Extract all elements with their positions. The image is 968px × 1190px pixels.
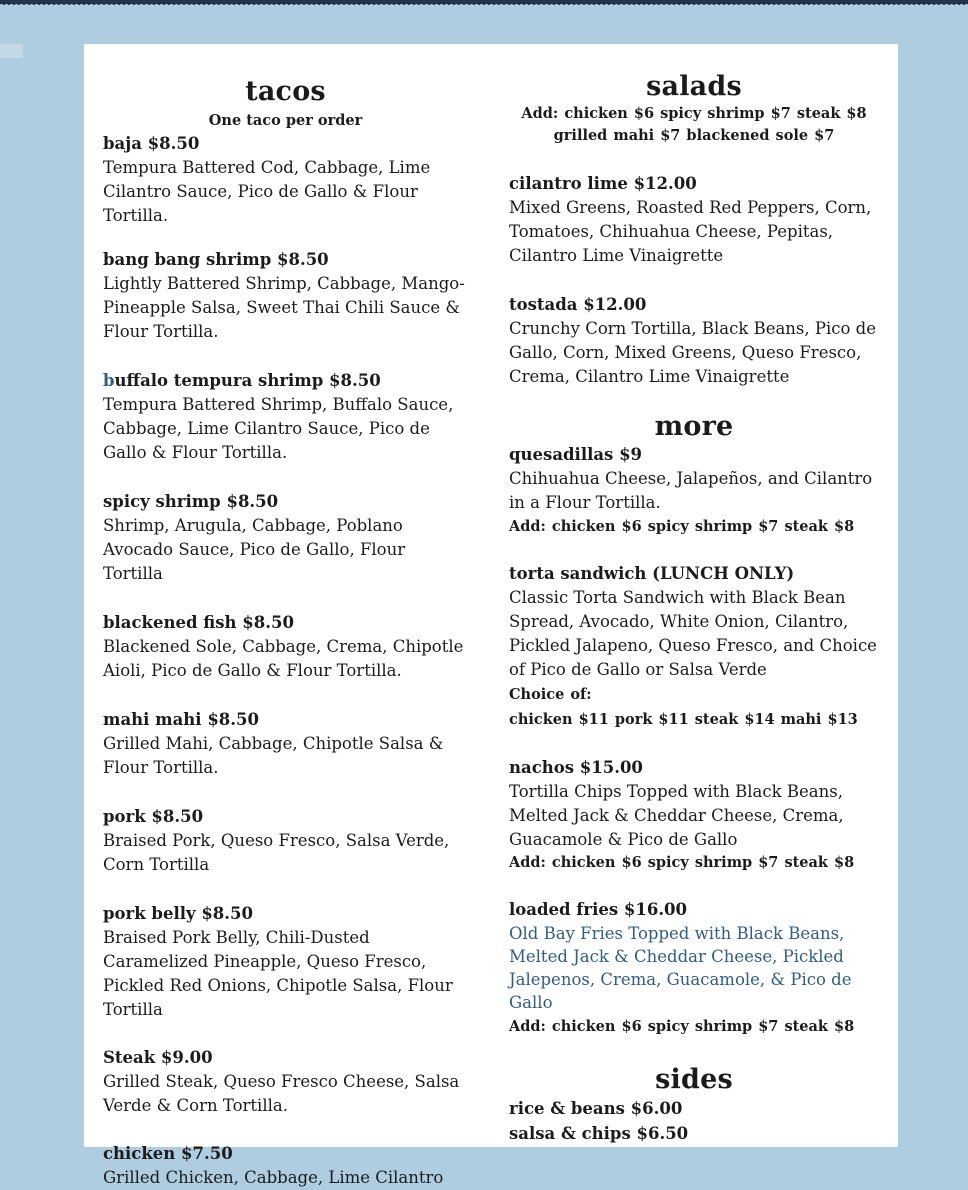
item-name: pork belly $8.50 [103,904,253,923]
item-choice-label: Choice of: [509,686,592,703]
item-choices: chicken $11 pork $11 steak $14 mahi $13 [509,711,858,728]
side-item: salsa & chips $6.50 [509,1124,689,1143]
item-name: loaded fries $16.00 [509,900,688,919]
item-description: Braised Pork, Queso Fresco, Salsa Verde, Corn Tortilla [103,831,450,874]
item-description: Chihuahua Cheese, Jalapeños, and Cilantro in a Flour Tortilla. [509,469,873,512]
item-description: Old Bay Fries Topped with Black Beans, Melted Jack & Cheddar Cheese, Pickled Jalepenos, Crema, Guacamole, & Pico de Gallo [509,924,852,1012]
salads-addon-line-2: grilled mahi $7 blackened sole $7 [553,127,835,144]
item-name: spicy shrimp $8.50 [103,492,279,511]
item-description: Grilled Chicken, Cabbage, Lime Cilantro [103,1168,444,1187]
right-column [509,44,879,1146]
item-addons: Add: chicken $6 spicy shrimp $7 steak $8 [509,854,855,871]
menu-item-steak [103,1046,468,1118]
salads-heading: salads [646,71,742,102]
item-name-initial: b [103,371,115,390]
item-description: Crunchy Corn Tortilla, Black Beans, Pico de Gallo, Corn, Mixed Greens, Queso Fresco, Crema, Cilantro Lime Vinaigrette [509,319,877,386]
item-name: pork $8.50 [103,807,204,826]
item-name-rest: uffalo tempura shrimp $8.50 [114,371,381,390]
item-addons: Add: chicken $6 spicy shrimp $7 steak $8 [509,1018,855,1035]
item-description: Shrimp, Arugula, Cabbage, Poblano Avocado Sauce, Pico de Gallo, Flour Tortilla [103,516,406,583]
item-description: Tempura Battered Shrimp, Buffalo Sauce, Cabbage, Lime Cilantro Sauce, Pico de Gallo & Flour Tortilla. [103,395,454,462]
menu-page [84,44,898,1187]
tacos-subtitle: One taco per order [208,112,363,129]
tacos-heading: tacos [245,76,326,107]
menu-item-loaded-fries [509,898,879,1038]
item-name: blackened fish $8.50 [103,613,294,632]
menu-item-chicken [103,1142,468,1190]
item-description: Classic Torta Sandwich with Black Bean Spread, Avocado, White Onion, Cilantro, Pickled Jalapeno, Queso Fresco, and Choice of Pico de Gallo or Salsa Verde [509,588,877,679]
item-name: baja $8.50 [103,134,200,153]
item-description: Blackened Sole, Cabbage, Crema, Chipotle Aioli, Pico de Gallo & Flour Tortilla. [103,637,464,680]
item-name: mahi mahi $8.50 [103,710,259,729]
salads-addon-line-1: Add: chicken $6 spicy shrimp $7 steak $8 [521,105,867,122]
menu-item-torta-sandwich [509,562,879,732]
menu-item-pork-belly [103,902,468,1022]
top-border [0,0,968,5]
tacos-column [103,44,468,1190]
menu-item-tostada [509,293,879,389]
item-description: Grilled Steak, Queso Fresco Cheese, Salsa Verde & Corn Tortilla. [103,1072,460,1115]
menu-item-blackened-fish [103,611,468,683]
item-addons: Add: chicken $6 spicy shrimp $7 steak $8 [509,518,855,535]
item-name: torta sandwich (LUNCH ONLY) [509,564,795,583]
menu-item-cilantro-lime [509,172,879,268]
menu-item-pork [103,805,468,877]
menu-item-mahi-mahi [103,708,468,780]
item-description: Grilled Mahi, Cabbage, Chipotle Salsa & Flour Tortilla. [103,734,444,777]
side-tab [0,44,23,58]
menu-item-bang-bang-shrimp [103,248,468,344]
item-name: nachos $15.00 [509,758,643,777]
item-name: quesadillas $9 [509,445,643,464]
item-name: bang bang shrimp $8.50 [103,250,329,269]
menu-item-spicy-shrimp [103,490,468,586]
item-name [103,369,468,393]
item-description: Tempura Battered Cod, Cabbage, Lime Cilantro Sauce, Pico de Gallo & Flour Tortilla. [103,158,431,225]
sides-heading: sides [655,1064,733,1095]
item-name: chicken $7.50 [103,1144,233,1163]
item-name: tostada $12.00 [509,295,647,314]
item-description: Braised Pork Belly, Chili-Dusted Caramelized Pineapple, Queso Fresco, Pickled Red Onions, Chipotle Salsa, Flour Tortilla [103,928,453,1019]
item-description: Mixed Greens, Roasted Red Peppers, Corn, Tomatoes, Chihuahua Cheese, Pepitas, Cilantro Lime Vinaigrette [509,198,872,265]
item-name: Steak $9.00 [103,1048,213,1067]
more-heading: more [654,411,734,442]
menu-item-buffalo-tempura-shrimp [103,369,468,465]
side-item: rice & beans $6.00 [509,1099,683,1118]
item-name: cilantro lime $12.00 [509,174,697,193]
menu-item-nachos [509,756,879,874]
menu-item-quesadillas [509,443,879,538]
item-description: Tortilla Chips Topped with Black Beans, Melted Jack & Cheddar Cheese, Crema, Guacamole & Pico de Gallo [509,782,844,849]
menu-item-baja [103,132,468,228]
item-description: Lightly Battered Shrimp, Cabbage, Mango-Pineapple Salsa, Sweet Thai Chili Sauce & Flour Tortilla. [103,274,465,341]
